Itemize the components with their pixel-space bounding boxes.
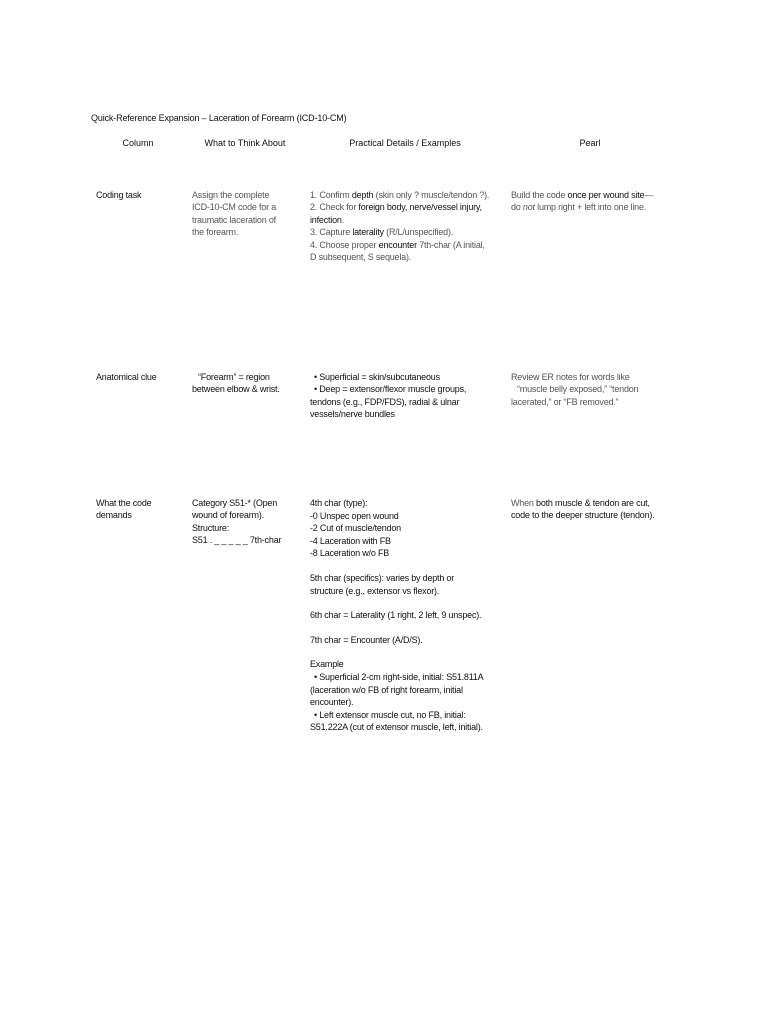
row3-column: What the code demands xyxy=(96,498,152,521)
header-details: Practical Details / Examples xyxy=(349,138,461,148)
row1-think: Assign the complete ICD-10-CM code for a traumatic laceration of the forearm. xyxy=(192,190,277,238)
page-title: Quick-Reference Expansion – Laceration of Forearm (ICD-10-CM) xyxy=(91,113,347,123)
header-column: Column xyxy=(122,138,154,148)
header-think: What to Think About xyxy=(204,138,286,148)
row3-pearl: When both muscle & tendon are cut, code to the deeper structure (tendon). xyxy=(511,498,655,521)
row2-column: Anatomical clue xyxy=(96,372,157,382)
row2-think: “Forearm” = region between elbow & wrist. xyxy=(192,372,280,395)
row1-pearl: Build the code once per wound site— do not lump right + left into one line. xyxy=(511,190,654,213)
row2-pearl: Review ER notes for words like “muscle belly exposed,” “tendon lacerated,” or “FB removed.” xyxy=(511,372,639,407)
row1-details: 1. Confirm depth (skin only ? muscle/tendon ?). 2. Check for foreign body, nerve/vessel injury, infection. 3. Capture laterality (R/L/unspecified). 4. Choose proper encounter 7th-char (A initial, D subsequent, S sequela). xyxy=(310,190,490,263)
row3-think: Category S51-* (Open wound of forearm). Structure: S51 . _ _ _ _ _ 7th-char xyxy=(192,498,282,546)
row1-column: Coding task xyxy=(96,190,142,200)
row2-details: • Superficial = skin/subcutaneous • Deep = extensor/flexor muscle groups, tendons (e.g., FDP/FDS), radial & ulnar vessels/nerve bundles xyxy=(310,372,467,420)
row3-details: 4th char (type): -0 Unspec open wound -2 Cut of muscle/tendon -4 Laceration with FB -8 Laceration w/o FB 5th char (specifics): varies by depth or structure (e.g., extensor vs flexor). 6th char = Laterality (1 right, 2 left, 9 unspec). 7th char = Encounter (A/D/S). Example • Superficial 2-cm right-side, initial: S51.811A (laceration w/o FB of right forearm, initial encounter). • Left extensor muscle cut, no FB, initial: S51.222A (cut of extensor muscle, left, initial). xyxy=(310,498,484,733)
header-pearl: Pearl xyxy=(579,138,601,148)
